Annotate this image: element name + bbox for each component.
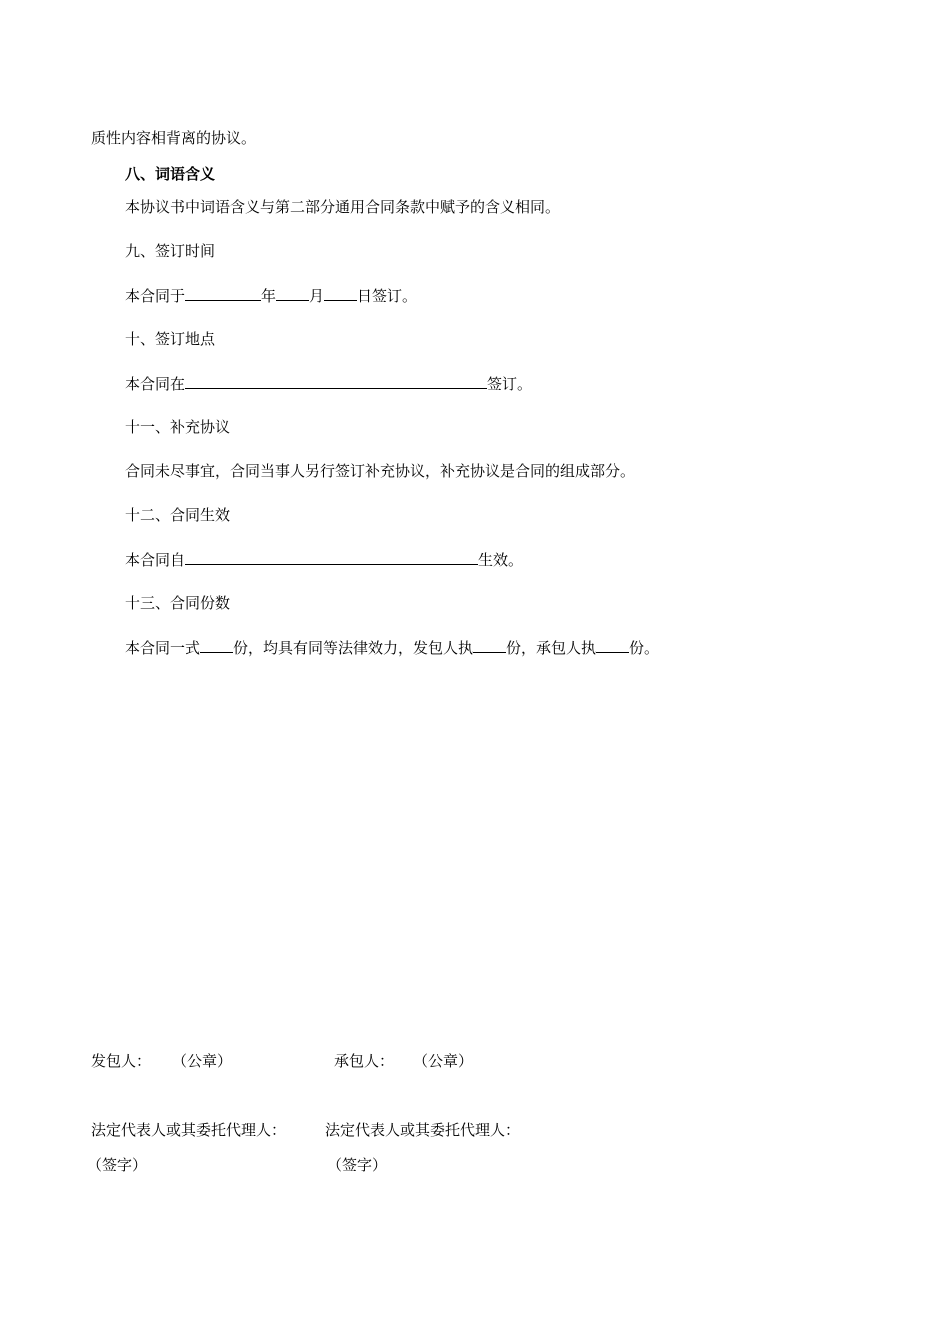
section-12-heading: 十二、合同生效 xyxy=(125,506,231,524)
effective-prefix: 本合同自 xyxy=(125,551,186,569)
month-label: 月 xyxy=(309,287,325,305)
section-10-body xyxy=(125,373,532,394)
employer-seal: （公章） xyxy=(172,1052,233,1070)
section-11-body: 合同未尽事宜，合同当事人另行签订补充协议，补充协议是合同的组成部分。 xyxy=(125,462,636,480)
copies-part-3: 份，承包人执 xyxy=(506,639,597,657)
signing-place-blank[interactable] xyxy=(185,373,487,389)
section-12-body xyxy=(125,549,523,570)
section-9-body xyxy=(125,285,417,306)
contractor-signature-note: （签字） xyxy=(327,1156,388,1174)
copies-part-1: 本合同一式 xyxy=(125,639,201,657)
section-10-heading: 十、签订地点 xyxy=(125,330,216,348)
employer-copies-blank[interactable] xyxy=(473,637,506,653)
contractor-representative-label: 法定代表人或其委托代理人： xyxy=(325,1121,521,1139)
contractor-copies-blank[interactable] xyxy=(596,637,629,653)
section-13-heading: 十三、合同份数 xyxy=(125,594,231,612)
total-copies-blank[interactable] xyxy=(200,637,233,653)
signing-date-prefix: 本合同于 xyxy=(125,287,186,305)
signing-day-blank[interactable] xyxy=(324,285,357,301)
effective-suffix: 生效。 xyxy=(478,551,524,569)
employer-label: 发包人： xyxy=(91,1052,152,1070)
contractor-seal: （公章） xyxy=(413,1052,474,1070)
effective-condition-blank[interactable] xyxy=(185,549,478,565)
contractor-label: 承包人： xyxy=(334,1052,395,1070)
copies-part-4: 份。 xyxy=(629,639,660,657)
continuation-text: 质性内容相背离的协议。 xyxy=(91,129,257,147)
signing-year-blank[interactable] xyxy=(185,285,261,301)
signing-month-blank[interactable] xyxy=(276,285,309,301)
section-9-heading: 九、签订时间 xyxy=(125,242,216,260)
employer-signature-note: （签字） xyxy=(87,1156,148,1174)
signing-place-suffix: 签订。 xyxy=(487,375,533,393)
section-13-body xyxy=(125,637,659,658)
signing-place-prefix: 本合同在 xyxy=(125,375,186,393)
day-suffix: 日签订。 xyxy=(357,287,418,305)
section-8-heading: 八、词语含义 xyxy=(125,165,216,183)
section-8-body: 本协议书中词语含义与第二部分通用合同条款中赋予的含义相同。 xyxy=(125,198,561,216)
year-label: 年 xyxy=(261,287,277,305)
copies-part-2: 份，均具有同等法律效力，发包人执 xyxy=(233,639,474,657)
employer-representative-label: 法定代表人或其委托代理人： xyxy=(91,1121,287,1139)
section-11-heading: 十一、补充协议 xyxy=(125,418,231,436)
